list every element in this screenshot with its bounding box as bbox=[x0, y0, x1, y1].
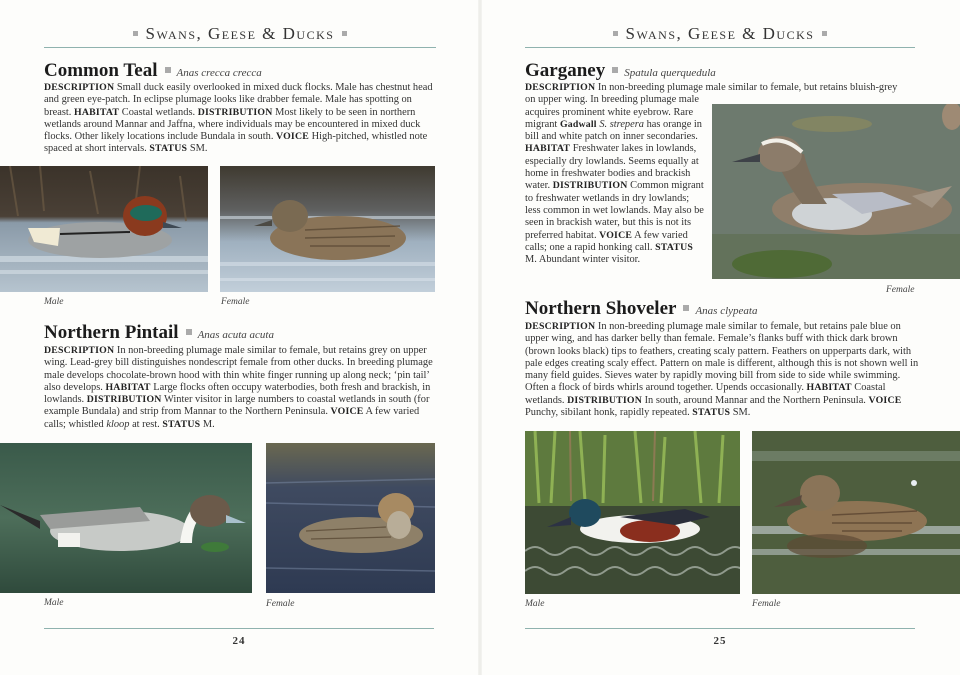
habitat-label: HABITAT bbox=[105, 381, 151, 393]
status-label: STATUS bbox=[655, 241, 694, 253]
species-text-northern-pintail bbox=[44, 345, 436, 431]
habitat-label: HABITAT bbox=[806, 382, 852, 394]
habitat-text: Freshwater lakes in lowlands, especially dry lowlands. Seems equally at home in freshwater bodies and brackish water. bbox=[525, 143, 699, 192]
status-text: M. Abundant winter visitor. bbox=[525, 254, 641, 266]
species-latin-name: Spatula querquedula bbox=[624, 67, 716, 79]
header-rule bbox=[44, 47, 436, 48]
species-text-common-teal bbox=[44, 82, 436, 156]
description-text: In non-breeding plumage male similar to female, but retains grey on upper wing. Lead-grey bill distinguishes nondescript female from other ducks. In breeding plumage male develops chocolate-brown hood with thin white finger running up along neck; ‘pin tail’ also develops. bbox=[44, 345, 433, 393]
status-text: M. bbox=[202, 418, 215, 430]
status-label: STATUS bbox=[162, 418, 201, 430]
description-label: DESCRIPTION bbox=[44, 345, 115, 356]
species-text-garganey bbox=[525, 94, 707, 266]
species-name: Northern Pintail bbox=[44, 322, 179, 343]
voice-text: at rest. bbox=[132, 418, 160, 430]
description-text: Small duck easily overlooked in mixed duck flocks. Male has chestnut head and green eye-patch. In eclipse plumage looks like drabber female. Male has spotting on breast. bbox=[44, 82, 433, 118]
square-bullet-icon bbox=[186, 329, 192, 335]
distribution-text: In south, around Mannar and the Northern Peninsula. bbox=[644, 394, 866, 406]
photo-female-common-teal bbox=[220, 166, 435, 292]
footer-rule bbox=[44, 628, 434, 629]
habitat-label: HABITAT bbox=[74, 106, 120, 118]
photo-male-northern-pintail bbox=[0, 443, 252, 593]
distribution-text: Common migrant to freshwater wetlands in dry lowlands; less common in wet lowlands. May also be seen in brackish water, but this is not its preferred habitat. bbox=[525, 180, 704, 241]
photo-male-northern-shoveler bbox=[525, 431, 740, 594]
description-text: on upper wing. In breeding plumage male acquires prominent white eyebrow. Rare migrant bbox=[525, 94, 699, 130]
species-name: Northern Shoveler bbox=[525, 298, 677, 319]
running-head-left bbox=[44, 24, 436, 46]
voice-label: VOICE bbox=[599, 229, 633, 241]
status-text: SM. bbox=[732, 407, 751, 419]
photo-caption: Female bbox=[752, 599, 781, 609]
voice-text: A few varied calls; whistled bbox=[44, 406, 420, 430]
distribution-label: DISTRIBUTION bbox=[197, 106, 273, 118]
running-head-text: Swans, Geese & Ducks bbox=[625, 24, 815, 43]
garganey-description-first-line bbox=[525, 82, 925, 94]
species-name: Common Teal bbox=[44, 60, 158, 81]
species-text-northern-shoveler bbox=[525, 321, 921, 419]
description-label: DESCRIPTION bbox=[44, 82, 115, 93]
running-head-text: Swans, Geese & Ducks bbox=[145, 24, 335, 43]
footer-rule bbox=[525, 628, 915, 629]
voice-call-italic: kloop bbox=[106, 418, 130, 430]
status-label: STATUS bbox=[149, 143, 188, 155]
photo-female-garganey bbox=[712, 104, 960, 279]
species-heading-northern-shoveler bbox=[525, 298, 757, 320]
photo-caption: Female bbox=[221, 297, 250, 307]
square-bullet-icon bbox=[683, 305, 689, 311]
distribution-text: Most likely to be seen in northern wetlands around Mannar and Jaffna, where individuals may be encountered in mixed duck flocks. Other likely locations include Bundala in south. bbox=[44, 106, 421, 143]
species-name: Garganey bbox=[525, 60, 606, 81]
description-text: In non-breeding plumage male similar to female, but retains pale blue on upper wing, and has darker belly than female. Female’s flanks buff with thick dark brown (brown looks black) tips to feathers, creating scaly pattern. Feathers on upperparts dark, with pale edges creating scaly effect. Pattern on male is different, although this is not shown well in many field guides. Sieves water by rapidly moving bill from side to side while swimming. Often a flock of birds whirls around together. Upends occasionally. bbox=[525, 321, 919, 394]
distribution-label: DISTRIBUTION bbox=[86, 394, 162, 406]
running-head-right bbox=[525, 24, 915, 46]
voice-text: A few varied calls; one a rapid honking call. bbox=[525, 229, 688, 253]
species-latin-name: Anas acuta acuta bbox=[197, 329, 274, 341]
header-rule bbox=[525, 47, 915, 48]
square-bullet-icon bbox=[613, 31, 618, 36]
square-bullet-icon bbox=[342, 31, 347, 36]
species-latin-name: Anas crecca crecca bbox=[176, 67, 262, 79]
distribution-label: DISTRIBUTION bbox=[567, 394, 642, 406]
gadwall-latin-name: S. strepera bbox=[599, 118, 644, 130]
habitat-text: Coastal wetlands. bbox=[525, 382, 886, 406]
species-heading-garganey bbox=[525, 60, 716, 82]
photo-caption: Male bbox=[525, 599, 545, 609]
status-label: STATUS bbox=[692, 407, 731, 419]
photo-caption: Male bbox=[44, 598, 64, 608]
distribution-text: Winter visitor in large numbers to coastal wetlands in south (for example Bundala) and strip from Mannar to the Northern Peninsula. bbox=[44, 394, 430, 418]
habitat-text: Large flocks often occupy waterbodies, both fresh and brackish, in lowlands. bbox=[44, 381, 431, 406]
photo-caption: Male bbox=[44, 297, 64, 307]
description-label: DESCRIPTION bbox=[525, 321, 596, 332]
status-text: SM. bbox=[189, 143, 208, 155]
photo-caption: Female bbox=[886, 285, 915, 295]
voice-label: VOICE bbox=[330, 406, 364, 418]
description-label: DESCRIPTION bbox=[525, 82, 596, 93]
voice-text: High-pitched, whistled note spaced at short intervals. bbox=[44, 131, 428, 155]
photo-caption: Female bbox=[266, 599, 295, 609]
habitat-label: HABITAT bbox=[525, 143, 571, 155]
voice-text: Punchy, sibilant honk, rapidly repeated. bbox=[525, 407, 690, 419]
photo-male-common-teal bbox=[0, 166, 208, 292]
species-latin-name: Anas clypeata bbox=[695, 305, 758, 317]
square-bullet-icon bbox=[133, 31, 138, 36]
square-bullet-icon bbox=[822, 31, 827, 36]
page-number: 24 bbox=[232, 635, 246, 647]
gadwall-label: Gadwall bbox=[559, 118, 597, 130]
gadwall-text: has orange in bill and white patch on inner secondaries. bbox=[525, 118, 702, 143]
species-heading-common-teal bbox=[44, 60, 262, 82]
page-gutter bbox=[478, 0, 482, 675]
species-heading-northern-pintail bbox=[44, 322, 274, 344]
distribution-label: DISTRIBUTION bbox=[552, 180, 628, 192]
voice-label: VOICE bbox=[868, 394, 902, 406]
page-number: 25 bbox=[713, 635, 727, 647]
photo-female-northern-pintail bbox=[266, 443, 435, 593]
voice-label: VOICE bbox=[276, 131, 309, 143]
square-bullet-icon bbox=[165, 67, 171, 73]
habitat-text: Coastal wetlands. bbox=[121, 106, 196, 118]
photo-female-northern-shoveler bbox=[752, 431, 960, 594]
description-text: In non-breeding plumage male similar to female, but retains bluish-grey bbox=[597, 82, 898, 93]
square-bullet-icon bbox=[612, 67, 618, 73]
